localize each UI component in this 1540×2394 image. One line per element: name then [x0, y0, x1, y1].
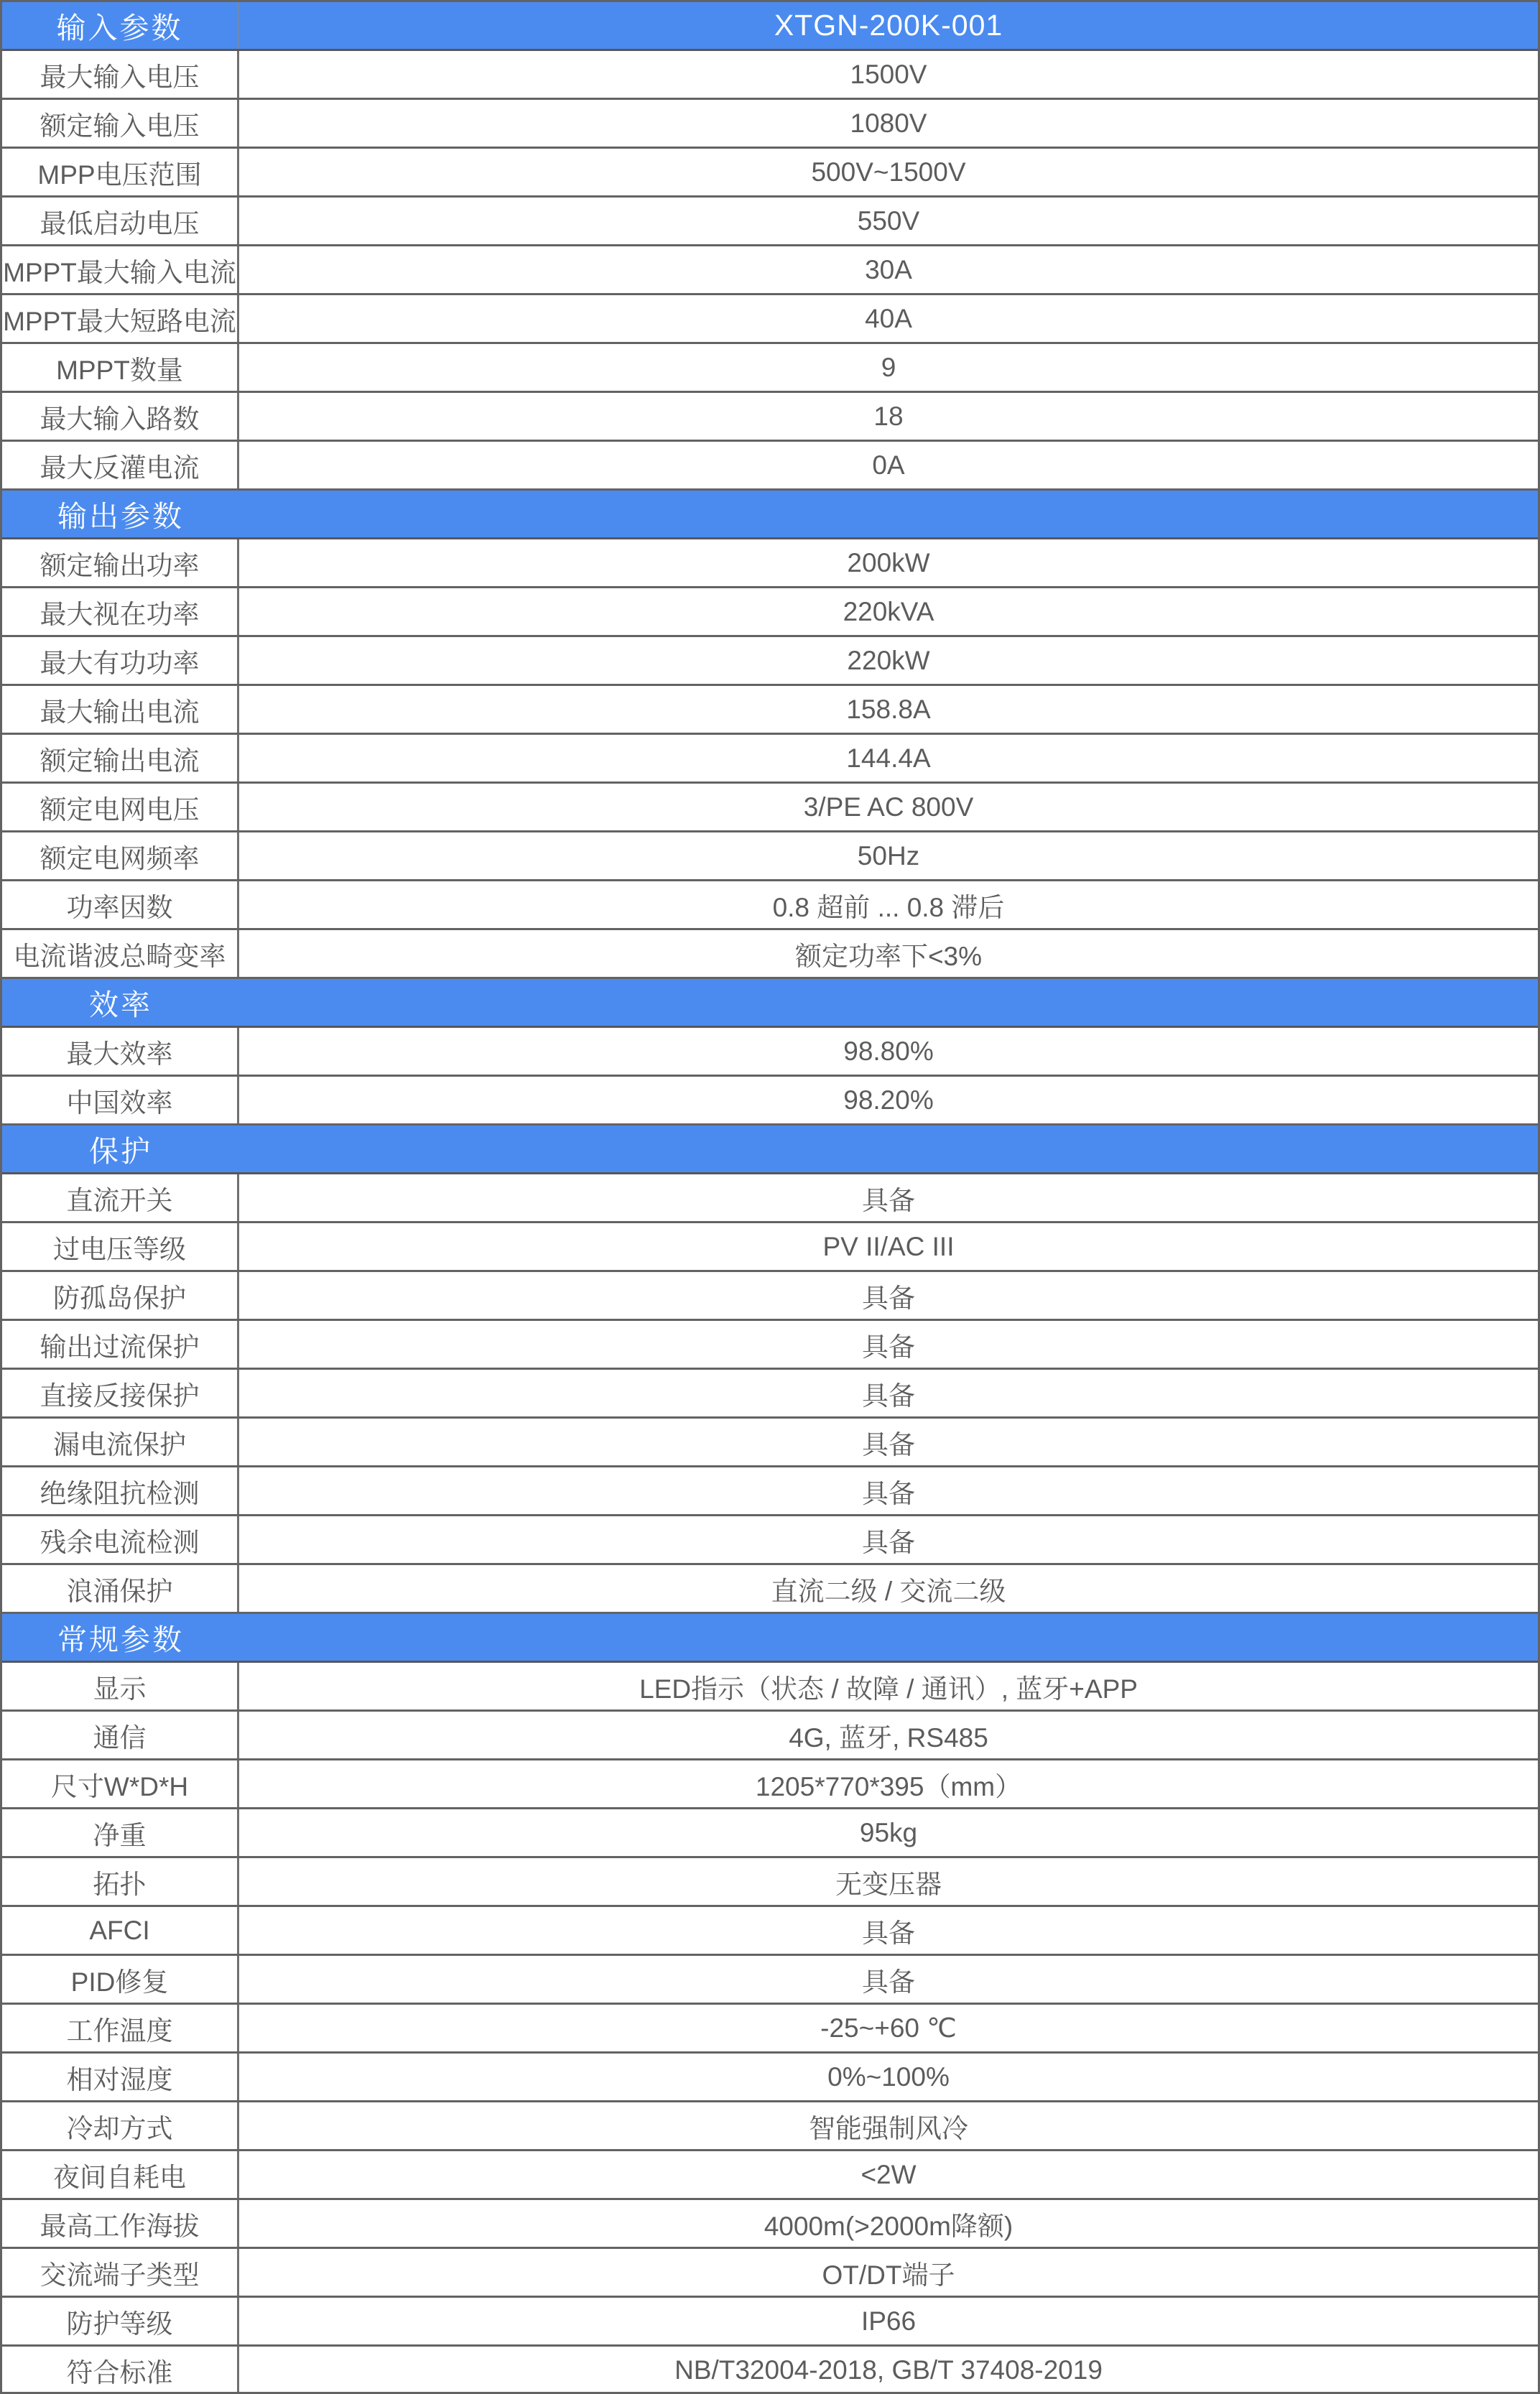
spec-row — [2, 1321, 1538, 1370]
spec-value: PV II/AC III — [822, 1231, 955, 1261]
spec-value: 具备 — [862, 1381, 915, 1411]
spec-row — [2, 1370, 1538, 1419]
spec-row — [2, 2102, 1538, 2151]
spec-row — [2, 2249, 1538, 2298]
spec-row — [2, 344, 1538, 393]
spec-row — [2, 1663, 1538, 1712]
spec-value: 30A — [865, 254, 912, 284]
spec-value: 1500V — [850, 59, 927, 89]
spec-label: MPPT最大短路电流 — [2, 295, 239, 342]
spec-label: 拓扑 — [2, 1858, 239, 1905]
spec-label: 最大输入电压 — [2, 51, 239, 98]
spec-row — [2, 930, 1538, 979]
spec-value: 具备 — [862, 1527, 915, 1557]
spec-label: 输出过流保护 — [2, 1321, 239, 1368]
spec-label: 净重 — [2, 1809, 239, 1856]
spec-label: 额定输入电压 — [2, 100, 239, 147]
spec-value: 3/PE AC 800V — [803, 792, 974, 822]
spec-label: 尺寸W*D*H — [2, 1760, 239, 1807]
spec-row — [2, 1272, 1538, 1321]
spec-row — [2, 1467, 1538, 1516]
spec-label: 夜间自耗电 — [2, 2151, 239, 2198]
spec-value: IP66 — [861, 2306, 917, 2336]
spec-row — [2, 686, 1538, 735]
spec-label: 符合标准 — [2, 2347, 239, 2393]
spec-row — [2, 2005, 1538, 2054]
spec-label: 功率因数 — [2, 881, 239, 928]
spec-label: 显示 — [2, 1663, 239, 1709]
section-title: 输出参数 — [57, 500, 184, 533]
spec-row — [2, 832, 1538, 881]
spec-value: 额定功率下<3% — [794, 941, 983, 971]
spec-label: 额定输出电流 — [2, 735, 239, 781]
spec-value: 98.80% — [843, 1036, 934, 1066]
spec-row — [2, 1028, 1538, 1077]
spec-label: 额定输出功率 — [2, 539, 239, 586]
spec-label: 额定电网电压 — [2, 784, 239, 830]
spec-value: 0%~100% — [827, 2061, 950, 2092]
spec-value: 具备 — [862, 1478, 915, 1508]
spec-row — [2, 51, 1538, 100]
spec-label: 最大输出电流 — [2, 686, 239, 733]
spec-value: 具备 — [862, 1185, 915, 1215]
spec-value: 95kg — [859, 1817, 918, 1847]
spec-label: 工作温度 — [2, 2005, 239, 2051]
spec-value: 具备 — [862, 1918, 915, 1948]
section-title: 保护 — [89, 1135, 152, 1168]
spec-value: 具备 — [862, 1332, 915, 1362]
spec-value: OT/DT端子 — [822, 2260, 955, 2290]
spec-label: MPPT数量 — [2, 344, 239, 391]
spec-row — [2, 1712, 1538, 1760]
spec-value: 智能强制风冷 — [809, 2113, 968, 2143]
spec-value: 9 — [881, 352, 896, 382]
spec-value: 无变压器 — [835, 1869, 942, 1899]
spec-label: 最大视在功率 — [2, 588, 239, 635]
spec-row — [2, 2151, 1538, 2200]
spec-value: 98.20% — [843, 1085, 934, 1115]
spec-value: 220kW — [847, 645, 930, 675]
spec-row — [2, 198, 1538, 246]
spec-row — [2, 1956, 1538, 2005]
spec-row — [2, 1809, 1538, 1858]
spec-row — [2, 1760, 1538, 1809]
spec-label: 最大输入路数 — [2, 393, 239, 440]
spec-value: -25~+60 ℃ — [820, 2013, 957, 2043]
spec-row — [2, 149, 1538, 198]
section-header-row — [2, 1126, 1538, 1174]
spec-value: 144.4A — [846, 743, 931, 773]
spec-row — [2, 1565, 1538, 1614]
spec-label: 最高工作海拔 — [2, 2200, 239, 2247]
spec-label: 过电压等级 — [2, 1223, 239, 1270]
section-title: 输入参数 — [2, 2, 239, 49]
spec-row — [2, 2298, 1538, 2347]
spec-row — [2, 1174, 1538, 1223]
spec-label: 直接反接保护 — [2, 1370, 239, 1416]
spec-value: 4G, 蓝牙, RS485 — [789, 1722, 988, 1753]
spec-value: 40A — [865, 303, 912, 333]
spec-label: 额定电网频率 — [2, 832, 239, 879]
spec-label: 相对湿度 — [2, 2054, 239, 2100]
spec-row — [2, 295, 1538, 344]
spec-row — [2, 2347, 1538, 2394]
spec-label: 残余电流检测 — [2, 1516, 239, 1563]
spec-value: 具备 — [862, 1967, 915, 1997]
spec-row — [2, 588, 1538, 637]
spec-label: PID修复 — [2, 1956, 239, 2003]
spec-row — [2, 1858, 1538, 1907]
spec-row — [2, 246, 1538, 295]
spec-label: MPP电压范围 — [2, 149, 239, 195]
section-title: 常规参数 — [57, 1623, 184, 1656]
spec-value: <2W — [861, 2159, 917, 2189]
spec-row — [2, 393, 1538, 442]
spec-row — [2, 1223, 1538, 1272]
section-header-row — [2, 979, 1538, 1028]
section-header-row — [2, 1614, 1538, 1663]
spec-label: 直流开关 — [2, 1174, 239, 1221]
spec-row — [2, 1077, 1538, 1126]
spec-row — [2, 2054, 1538, 2102]
spec-row — [2, 100, 1538, 149]
spec-value: 200kW — [847, 547, 930, 577]
spec-value: 158.8A — [846, 694, 931, 724]
spec-label: 最大效率 — [2, 1028, 239, 1075]
spec-row — [2, 1907, 1538, 1956]
spec-row — [2, 2200, 1538, 2249]
spec-value: 50Hz — [857, 840, 920, 871]
spec-value: LED指示（状态 / 故障 / 通讯）, 蓝牙+APP — [639, 1674, 1138, 1704]
spec-value: NB/T32004-2018, GB/T 37408-2019 — [674, 2354, 1103, 2385]
spec-value: 0A — [872, 450, 905, 480]
spec-value: 1080V — [850, 108, 927, 138]
spec-row — [2, 735, 1538, 784]
spec-value: 220kVA — [843, 596, 934, 626]
spec-value: 直流二级 / 交流二级 — [771, 1576, 1006, 1606]
spec-label: 电流谐波总畸变率 — [2, 930, 239, 977]
spec-row — [2, 784, 1538, 832]
spec-value: 0.8 超前 ... 0.8 滞后 — [772, 892, 1005, 922]
spec-label: 中国效率 — [2, 1077, 239, 1123]
spec-label: 漏电流保护 — [2, 1419, 239, 1465]
spec-label: AFCI — [2, 1907, 239, 1954]
spec-label: 防护等级 — [2, 2298, 239, 2344]
spec-label: 通信 — [2, 1712, 239, 1758]
spec-label: 浪涌保护 — [2, 1565, 239, 1612]
spec-row — [2, 637, 1538, 686]
spec-label: 最大有功功率 — [2, 637, 239, 684]
spec-label: 交流端子类型 — [2, 2249, 239, 2296]
spec-row — [2, 1419, 1538, 1467]
spec-label: 冷却方式 — [2, 2102, 239, 2149]
spec-label: 最大反灌电流 — [2, 442, 239, 488]
spec-value: 具备 — [862, 1283, 915, 1313]
section-title: 效率 — [89, 988, 152, 1021]
spec-label: 防孤岛保护 — [2, 1272, 239, 1319]
table-header-row — [2, 2, 1538, 51]
spec-label: 绝缘阻抗检测 — [2, 1467, 239, 1514]
spec-value: 18 — [873, 401, 904, 431]
spec-row — [2, 1516, 1538, 1565]
spec-value: 500V~1500V — [811, 157, 966, 187]
spec-row — [2, 442, 1538, 491]
spec-label: MPPT最大输入电流 — [2, 246, 239, 293]
spec-row — [2, 539, 1538, 588]
section-header-row — [2, 491, 1538, 539]
model-number: XTGN-200K-001 — [774, 9, 1003, 42]
spec-value: 4000m(>2000m降额) — [764, 2211, 1013, 2241]
spec-value: 550V — [857, 205, 920, 236]
spec-row — [2, 881, 1538, 930]
spec-value: 具备 — [862, 1429, 915, 1460]
spec-label: 最低启动电压 — [2, 198, 239, 244]
spec-value: 1205*770*395（mm） — [755, 1771, 1022, 1801]
